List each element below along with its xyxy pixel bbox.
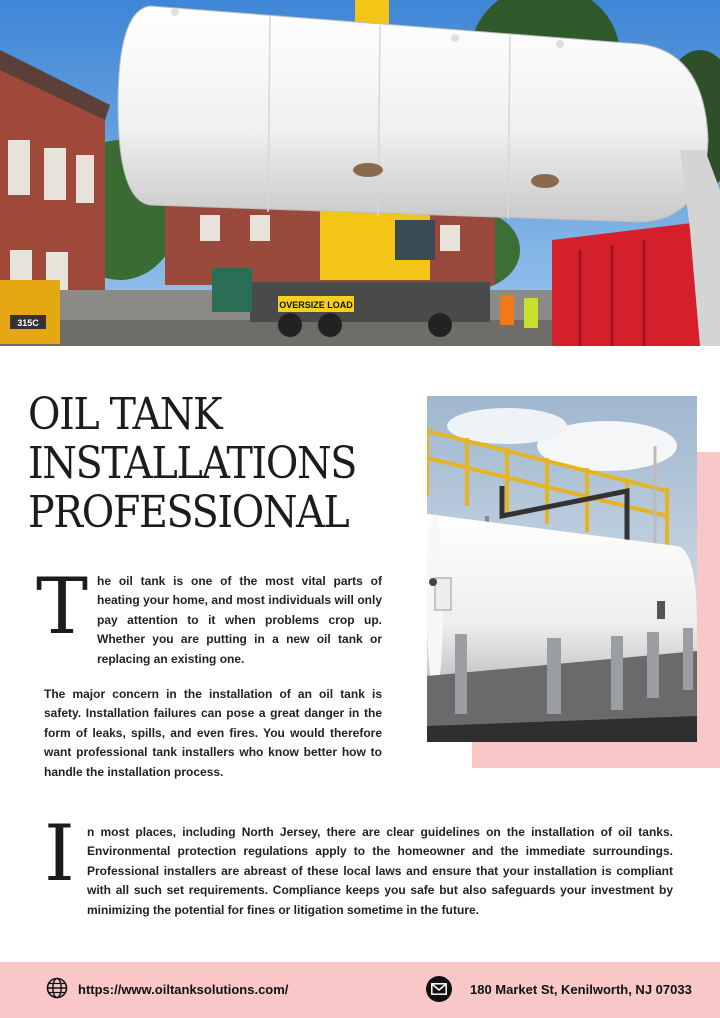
website-text: https://www.oiltanksolutions.com/ [78, 982, 289, 997]
title-line-1: OIL TANK [28, 389, 222, 440]
title-line-3: PROFESSIONAL [28, 487, 349, 538]
intro-dropcap: T [36, 562, 89, 652]
tank-photo [427, 396, 697, 742]
address-block [426, 976, 692, 1002]
website-link[interactable] [46, 977, 288, 1002]
guidelines-dropcap: I [44, 809, 75, 899]
page-title [28, 390, 370, 537]
excavator-label: 315C [17, 318, 39, 328]
globe-icon [46, 977, 68, 1002]
hero-photo [0, 0, 720, 346]
title-line-2: INSTALLATIONS [28, 438, 357, 489]
address-text: 180 Market St, Kenilworth, NJ 07033 [470, 981, 692, 997]
mail-icon [426, 976, 452, 1002]
guidelines-paragraph: n most places, including North Jersey, there are clear guidelines on the installation of oil tanks. Environmental protection regulations apply to the homeowner and the immediate surroundings. Professional installers are abreast of these local laws and ensure that your installation is compliant with all such set requirements. Compliance keeps you safe but also safeguards your investment by minimizing the potential for fines or litigation sometime in the future. [87, 825, 673, 917]
safety-paragraph: The major concern in the installation of an oil tank is safety. Installation failures can pose a great danger in the form of leaks, spills, and even fires. You would therefore want professional tank installers who know better how to handle the installation process. [44, 687, 382, 779]
oversize-load-sign: OVERSIZE LOAD [279, 300, 353, 310]
intro-paragraph: he oil tank is one of the most vital parts of heating your home, and most individuals will only pay attention to it when problems crop up. Whether you are putting in a new oil tank or replacing an existing one. [97, 574, 382, 666]
